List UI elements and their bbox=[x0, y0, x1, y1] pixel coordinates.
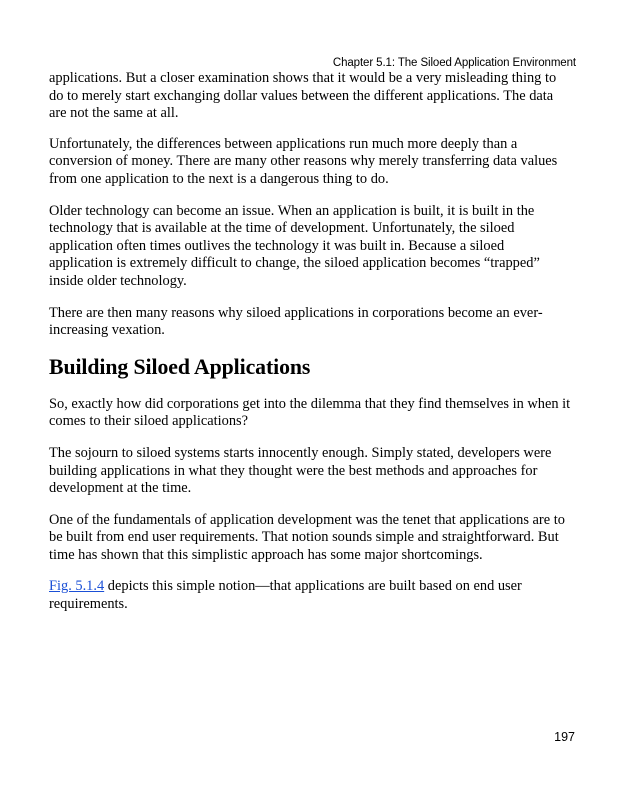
running-header: Chapter 5.1: The Siloed Application Environment bbox=[332, 57, 576, 69]
figure-reference-text: depicts this simple notion—that applications are built based on end user requirements. bbox=[49, 578, 522, 613]
section-heading: Building Siloed Applications bbox=[49, 354, 311, 379]
paragraph-vexation: There are then many reasons why siloed applications in corporations become an ever-increasing vexation. bbox=[49, 304, 543, 339]
paragraph-fundamentals: One of the fundamentals of application development was the tenet that applications are to be built from end user requirements. That notion sounds simple and straightforward. But time has shown that this simplistic approach has some major shortcomings. bbox=[49, 511, 565, 563]
paragraph-dilemma: So, exactly how did corporations get into the dilemma that they find themselves in when it comes to their siloed applications? bbox=[49, 395, 571, 430]
paragraph-continuation: applications. But a closer examination shows that it would be a very misleading thing to do to merely start exchanging dollar values between the different applications. The data are not the same at all. bbox=[49, 70, 557, 122]
paragraph-differences: Unfortunately, the differences between applications run much more deeply than a conversion of money. There are many other reasons why merely transferring data values from one application to the next is a dangerous thing to do. bbox=[49, 135, 558, 187]
paragraph-figure-reference bbox=[49, 578, 571, 613]
paragraph-older-technology: Older technology can become an issue. When an application is built, it is built in the technology that is available at the time of development. Unfortunately, the siloed application often times outlives the technology it was built in. Because a siloed application is extremely difficult to change, the siloed application becomes “trapped” inside older technology. bbox=[49, 202, 540, 289]
paragraph-sojourn: The sojourn to siloed systems starts innocently enough. Simply stated, developers were building applications in what they thought were the best methods and approaches for development at the time. bbox=[49, 444, 552, 497]
page-number: 197 bbox=[554, 730, 575, 744]
figure-link[interactable]: Fig. 5.1.4 bbox=[49, 578, 105, 595]
page-body bbox=[49, 70, 571, 628]
